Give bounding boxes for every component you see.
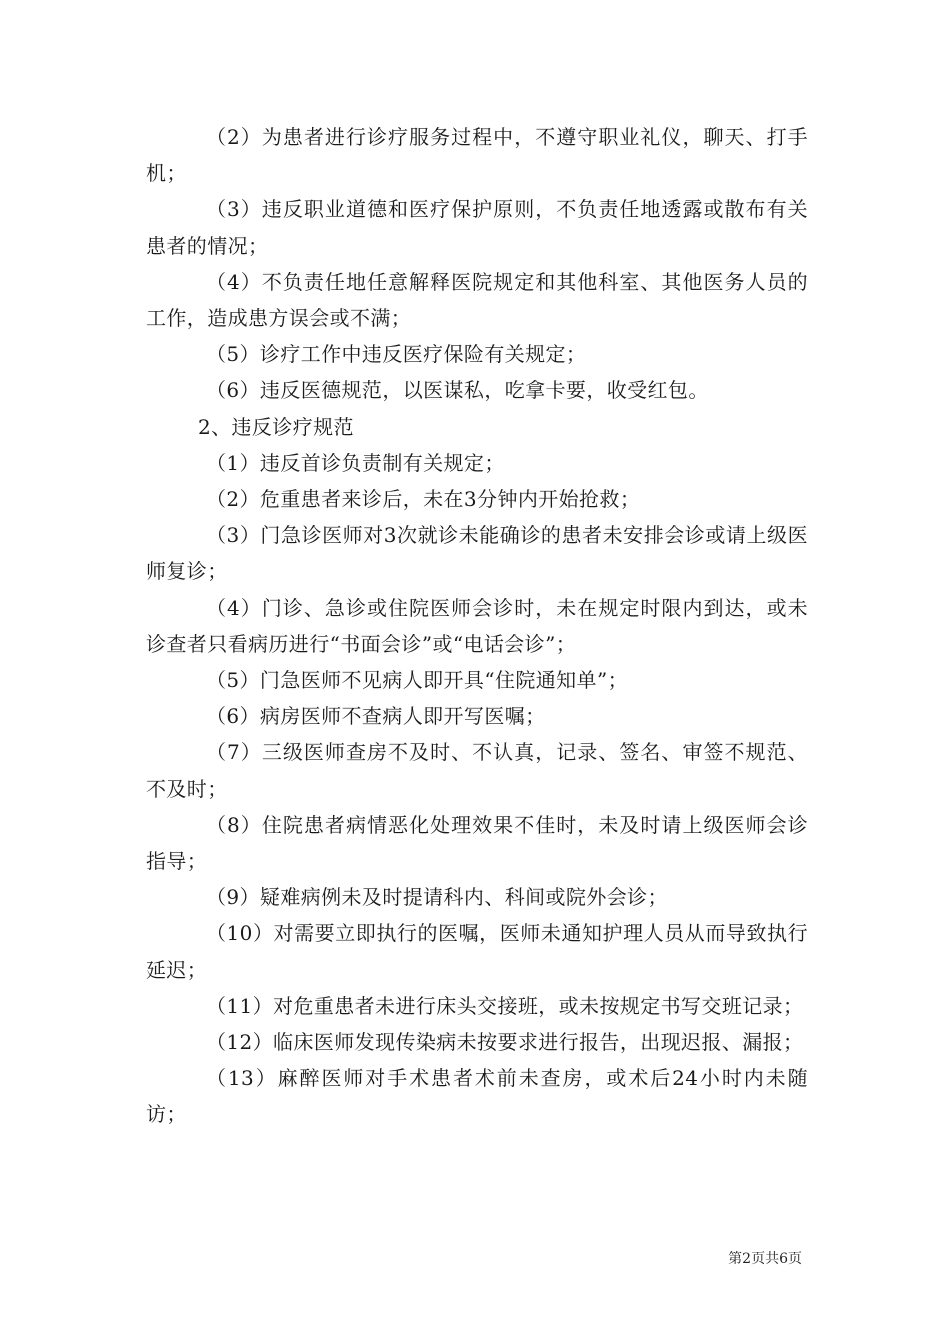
paragraph-norm-12: （12）临床医师发现传染病未按要求进行报告，出现迟报、漏报； (206, 1030, 804, 1055)
paragraph-norm-13: （13）麻醉医师对手术患者术前未查房，或术后24小时内未随访； (146, 1066, 808, 1127)
paragraph-item-3-privacy: （3）违反职业道德和医疗保护原则，不负责任地透露或散布有关患者的情况； (146, 197, 808, 258)
paragraph-norm-1: （1）违反首诊负责制有关规定； (206, 450, 505, 475)
paragraph-item-2-patient-etiquette: （2）为患者进行诊疗服务过程中，不遵守职业礼仪，聊天、打手机； (146, 125, 808, 186)
paragraph-item-6-ethics: （6）违反医德规范，以医谋私，吃拿卡要，收受红包。 (206, 378, 709, 403)
paragraph-norm-3: （3）门急诊医师对3次就诊未能确诊的患者未安排会诊或请上级医师复诊； (146, 523, 808, 584)
paragraph-norm-5: （5）门急医师不见病人即开具“住院通知单”； (206, 668, 628, 693)
paragraph-item-4-explanation: （4）不负责任地任意解释医院规定和其他科室、其他医务人员的工作，造成患方误会或不满； (146, 269, 808, 331)
paragraph-norm-2: （2）危重患者来诊后，未在3分钟内开始抢救； (206, 487, 641, 512)
paragraph-item-5-insurance: （5）诊疗工作中违反医疗保险有关规定； (206, 342, 587, 367)
paragraph-norm-8: （8）住院患者病情恶化处理效果不佳时，未及时请上级医师会诊指导； (146, 812, 808, 874)
paragraph-norm-4: （4）门诊、急诊或住院医师会诊时，未在规定时限内到达，或未诊查者只看病历进行“书面会诊”或“电话会诊”； (146, 595, 808, 656)
paragraph-norm-9: （9）疑难病例未及时提请科内、科间或院外会诊； (206, 885, 668, 910)
paragraph-norm-7: （7）三级医师查房不及时、不认真，记录、签名、审签不规范、不及时； (146, 740, 808, 801)
document-body (146, 119, 808, 1133)
paragraph-norm-6: （6）病房医师不查病人即开写医嘱； (206, 704, 546, 729)
page-number-footer: 第2页共6页 (728, 1251, 802, 1267)
paragraph-norm-11: （11）对危重患者未进行床头交接班，或未按规定书写交班记录； (206, 993, 804, 1018)
paragraph-norm-10: （10）对需要立即执行的医嘱，医师未通知护理人员从而导致执行延迟； (146, 921, 808, 982)
section-heading-diagnosis-norms: 2、违反诊疗规范 (198, 414, 354, 439)
